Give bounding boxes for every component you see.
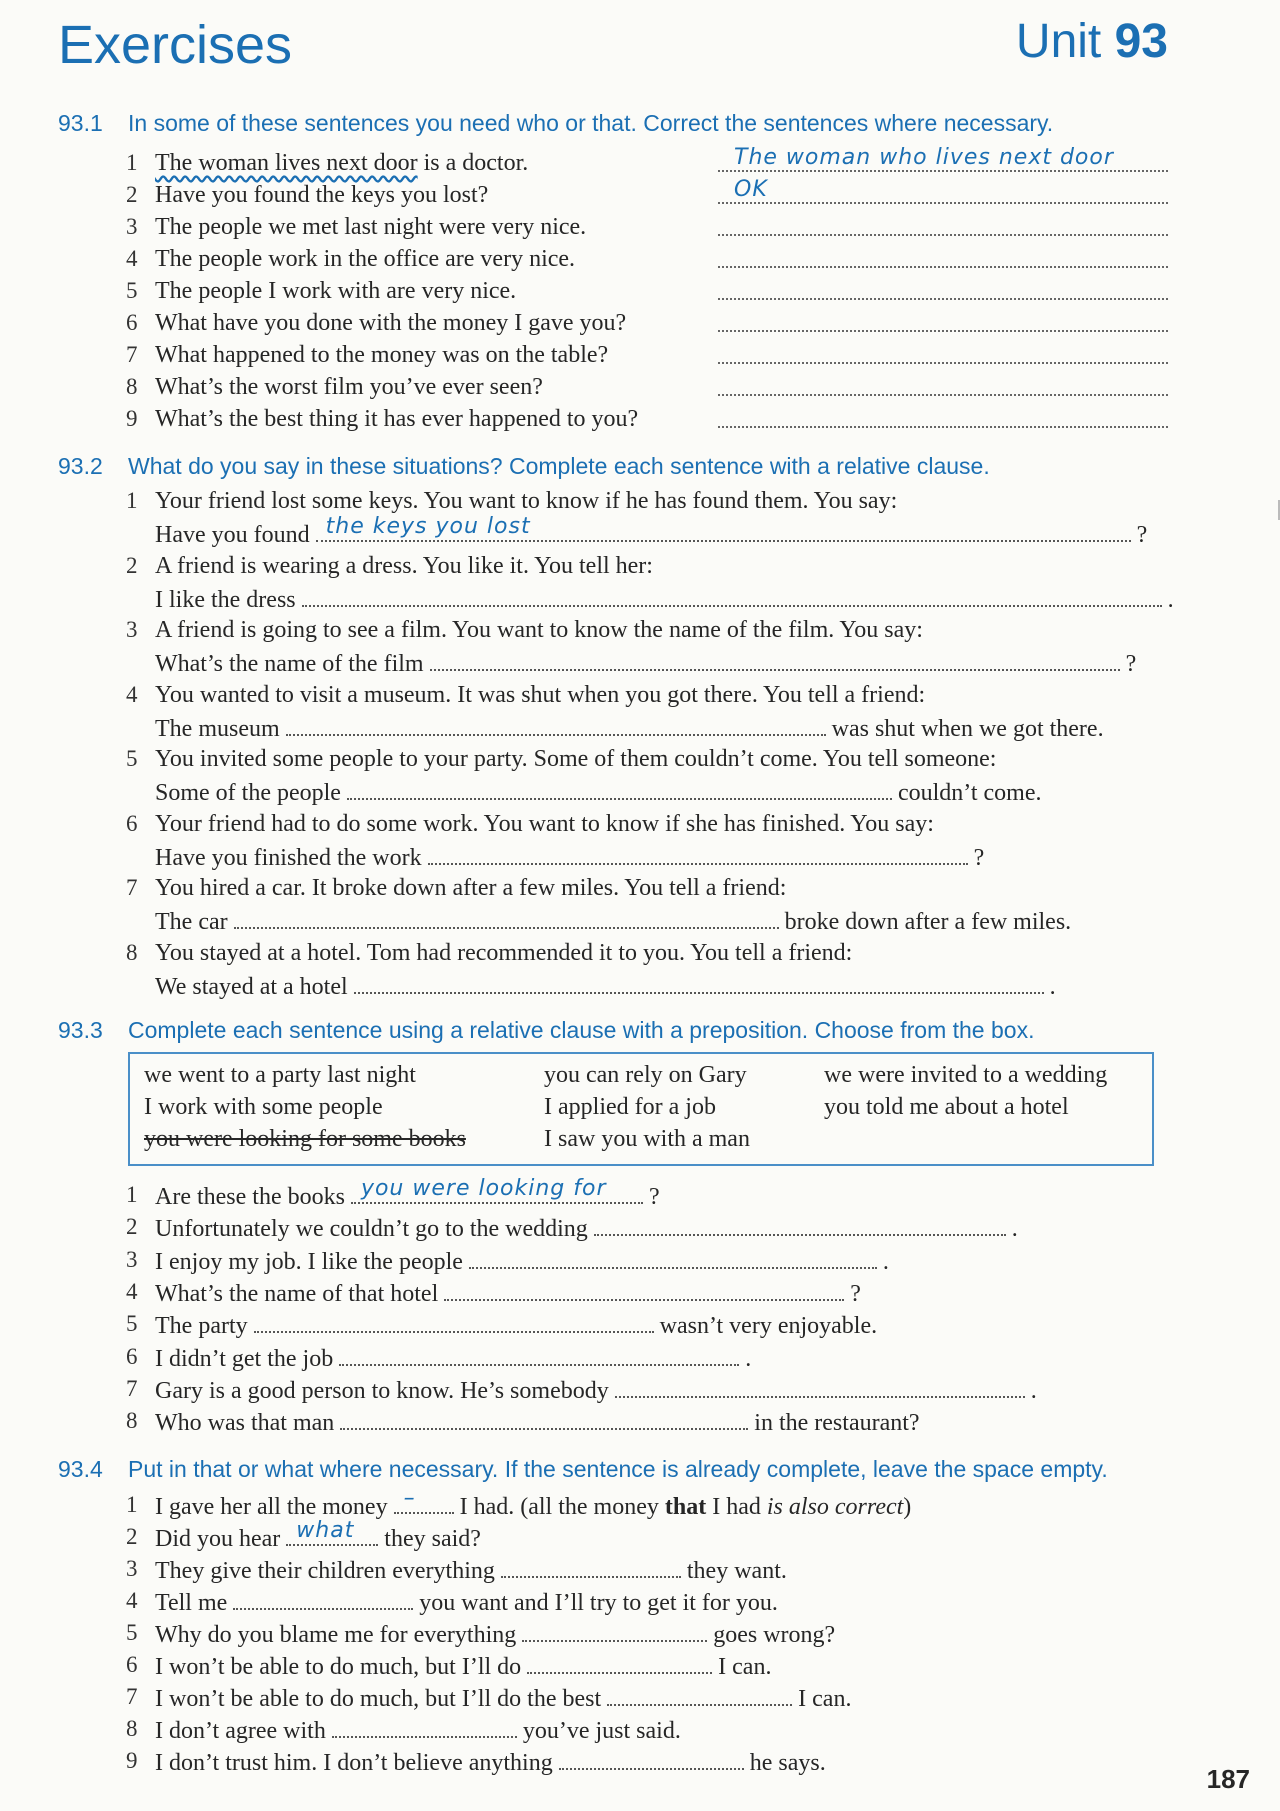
sentence-start: I didn’t get the job xyxy=(155,1346,334,1372)
completion-line xyxy=(155,712,1104,744)
answer-blank[interactable] xyxy=(615,1374,1025,1398)
sentence-start: Why do you blame me for everything xyxy=(155,1622,517,1648)
item-number: 8 xyxy=(126,1408,138,1433)
item-number: 3 xyxy=(126,214,138,239)
answer-blank[interactable] xyxy=(234,905,779,929)
item-number: 4 xyxy=(126,1588,138,1613)
note-text: ) xyxy=(903,1494,912,1520)
item-number: 3 xyxy=(126,1247,138,1272)
box-phrase: I saw you with a man xyxy=(544,1126,750,1152)
sentence: The people I work with are very nice. xyxy=(155,278,517,304)
item-number: 4 xyxy=(126,246,138,271)
item-number: 5 xyxy=(126,1620,138,1645)
item-number: 6 xyxy=(126,811,138,836)
answer-blank[interactable] xyxy=(394,1486,454,1514)
section-instruction: In some of these sentences you need who or that. Correct the sentences where necessary. xyxy=(128,110,1054,136)
sentence: The people we met last night were very nice. xyxy=(155,214,587,240)
answer-line[interactable] xyxy=(718,304,1168,332)
answer-blank[interactable] xyxy=(286,712,826,736)
answer-blank[interactable] xyxy=(351,1176,643,1204)
answer-blank[interactable] xyxy=(347,776,892,800)
sentence-start: I won’t be able to do much, but I’ll do the best xyxy=(155,1686,602,1712)
situation: Your friend lost some keys. You want to know if he has found them. You say: xyxy=(155,488,898,514)
sentence-end: . xyxy=(1167,587,1174,613)
completion-line xyxy=(155,1486,912,1522)
answer-blank[interactable] xyxy=(332,1714,517,1738)
box-phrase: I applied for a job xyxy=(544,1094,716,1120)
answer-line[interactable] xyxy=(718,400,1168,428)
sentence-end: was shut when we got there. xyxy=(831,716,1104,742)
item-number: 9 xyxy=(126,406,138,431)
completion-line xyxy=(155,776,1041,808)
completion-line xyxy=(155,841,984,873)
answer-blank[interactable] xyxy=(428,841,968,865)
answer-line[interactable] xyxy=(718,272,1168,300)
answer-line[interactable] xyxy=(718,176,1168,204)
item-number: 5 xyxy=(126,1311,138,1336)
sentence-end: ? xyxy=(648,1184,660,1210)
sentence-start: I like the dress xyxy=(155,587,296,613)
completion-line xyxy=(155,970,1056,1002)
completion-line xyxy=(155,1374,1037,1406)
item-number: 1 xyxy=(126,1182,138,1207)
item-number: 7 xyxy=(126,1376,138,1401)
page-title: Exercises xyxy=(58,15,293,75)
handwritten-answer: – xyxy=(403,1486,416,1511)
sentence-start: Have you finished the work xyxy=(155,845,422,871)
completion-line xyxy=(155,1176,660,1212)
completion-line xyxy=(155,1245,889,1277)
item-number: 7 xyxy=(126,342,138,367)
sentence-end: you’ve just said. xyxy=(522,1718,681,1744)
sentence-end: wasn’t very enjoyable. xyxy=(659,1313,878,1339)
note-bold: that xyxy=(664,1494,707,1520)
unit-label: Unit xyxy=(1015,15,1102,68)
sentence-start: I don’t agree with xyxy=(155,1718,326,1744)
completion-line xyxy=(155,583,1174,615)
answer-blank[interactable] xyxy=(316,514,1131,542)
sentence-start: The party xyxy=(155,1313,248,1339)
sentence-start: The museum xyxy=(155,716,280,742)
note-text: (all the money xyxy=(520,1494,665,1520)
item-number: 2 xyxy=(126,1524,138,1549)
item-number: 1 xyxy=(126,150,138,175)
box-phrase: I work with some people xyxy=(144,1094,383,1120)
item-number: 5 xyxy=(126,278,138,303)
sentence xyxy=(155,148,528,178)
completion-line xyxy=(155,1746,826,1778)
section-instruction: Complete each sentence using a relative clause with a preposition. Choose from the box. xyxy=(128,1017,1035,1043)
sentence-start: I gave her all the money xyxy=(155,1494,388,1520)
box-phrase: we were invited to a wedding xyxy=(824,1062,1108,1088)
section-93-2-heading xyxy=(58,453,990,480)
section-number: 93.1 xyxy=(58,110,103,136)
section-93-4-heading xyxy=(58,1456,1108,1483)
answer-line[interactable] xyxy=(718,368,1168,396)
completion-line xyxy=(155,1309,877,1341)
answer-blank[interactable] xyxy=(469,1245,877,1269)
completion-line xyxy=(155,1714,681,1746)
situation: Your friend had to do some work. You want to know if she has finished. You say: xyxy=(155,811,934,837)
section-number: 93.3 xyxy=(58,1017,103,1043)
item-number: 1 xyxy=(126,488,138,513)
sentence-start: Tell me xyxy=(155,1590,228,1616)
handwritten-answer: the keys you lost xyxy=(325,514,531,539)
sentence-end: ? xyxy=(850,1281,861,1307)
answer-blank[interactable] xyxy=(233,1586,413,1610)
situation: A friend is going to see a film. You want to know the name of the film. You say: xyxy=(155,617,923,643)
answer-line[interactable] xyxy=(718,208,1168,236)
completion-line xyxy=(155,1682,851,1714)
sentence-start: Have you found xyxy=(155,522,310,548)
answer-line[interactable] xyxy=(718,240,1168,268)
item-number: 5 xyxy=(126,746,138,771)
answer-blank[interactable] xyxy=(607,1682,792,1706)
item-number: 2 xyxy=(126,553,138,578)
sentence-end: I can. xyxy=(718,1654,772,1680)
sentence-end: in the restaurant? xyxy=(754,1410,920,1436)
sentence-end: I can. xyxy=(798,1686,852,1712)
sentence-start: The car xyxy=(155,909,228,935)
completion-line xyxy=(155,1650,771,1682)
sentence-end: ? xyxy=(1136,522,1148,548)
situation: You invited some people to your party. Some of them couldn’t come. You tell someone: xyxy=(155,746,997,772)
situation: You hired a car. It broke down after a few miles. You tell a friend: xyxy=(155,875,787,901)
section-93-3-heading xyxy=(58,1017,1034,1044)
item-number: 9 xyxy=(126,1748,138,1773)
completion-line xyxy=(155,1618,835,1650)
answer-blank[interactable] xyxy=(302,583,1162,607)
note-italic: is also correct xyxy=(766,1494,904,1520)
sentence-end: . xyxy=(1049,974,1056,1000)
box-phrase: you were looking for some books xyxy=(144,1126,466,1152)
sentence-start: Are these the books xyxy=(155,1184,345,1210)
sentence-end: goes wrong? xyxy=(713,1622,836,1648)
answer-blank[interactable] xyxy=(340,1406,748,1430)
sentence-start: I enjoy my job. I like the people xyxy=(155,1249,463,1275)
item-number: 4 xyxy=(126,1279,138,1304)
sentence-start: Who was that man xyxy=(155,1410,335,1436)
sentence-start: They give their children everything xyxy=(155,1558,495,1584)
answer-blank[interactable] xyxy=(286,1518,378,1546)
sentence: Have you found the keys you lost? xyxy=(155,182,489,208)
item-number: 8 xyxy=(126,940,138,965)
completion-line xyxy=(155,1586,778,1618)
completion-line xyxy=(155,647,1136,679)
completion-line xyxy=(155,1212,1018,1244)
sentence-end: . xyxy=(1030,1378,1037,1404)
situation: You stayed at a hotel. Tom had recommended it to you. You tell a friend: xyxy=(155,940,853,966)
item-number: 8 xyxy=(126,374,138,399)
item-number: 6 xyxy=(126,310,138,335)
answer-line[interactable] xyxy=(718,144,1168,172)
unit-title xyxy=(1016,14,1168,69)
page-number: 187 xyxy=(1206,1764,1250,1794)
item-number: 8 xyxy=(126,1716,138,1741)
sentence-end: he says. xyxy=(749,1750,826,1776)
sentence: What happened to the money was on the table? xyxy=(155,342,609,368)
section-instruction: What do you say in these situations? Complete each sentence with a relative clause. xyxy=(128,453,990,479)
sentence-end: they want. xyxy=(686,1558,787,1584)
sentence-end: broke down after a few miles. xyxy=(784,909,1072,935)
sentence-start: We stayed at a hotel xyxy=(155,974,348,1000)
answer-blank[interactable] xyxy=(559,1746,744,1770)
situation: You wanted to visit a museum. It was shut when you got there. You tell a friend: xyxy=(155,682,926,708)
answer-blank[interactable] xyxy=(354,970,1044,994)
item-number: 3 xyxy=(126,1556,138,1581)
completion-line xyxy=(155,905,1071,937)
item-number: 3 xyxy=(126,617,138,642)
sentence-end: . xyxy=(1011,1216,1018,1242)
answer-blank[interactable] xyxy=(254,1309,654,1333)
item-number: 4 xyxy=(126,682,138,707)
item-number: 1 xyxy=(126,1492,138,1517)
item-number: 2 xyxy=(126,1214,138,1239)
answer-blank[interactable] xyxy=(522,1618,707,1642)
underlined-error: The woman lives next door xyxy=(155,150,418,176)
sentence-end: couldn’t come. xyxy=(897,780,1042,806)
answer-blank[interactable] xyxy=(430,647,1120,671)
item-number: 7 xyxy=(126,875,138,900)
item-number: 2 xyxy=(126,182,138,207)
sentence-end: ? xyxy=(973,845,985,871)
sentence: What have you done with the money I gave you? xyxy=(155,310,627,336)
handwritten-answer: you were looking for xyxy=(360,1176,607,1201)
sentence-end: I had. xyxy=(459,1494,515,1520)
situation: A friend is wearing a dress. You like it. You tell her: xyxy=(155,553,653,579)
phrase-box xyxy=(128,1052,1154,1166)
sentence: What’s the best thing it has ever happened to you? xyxy=(155,406,639,432)
sentence: The people work in the office are very nice. xyxy=(155,246,576,272)
sentence-end: . xyxy=(745,1346,752,1372)
sentence-start: What’s the name of that hotel xyxy=(155,1281,439,1307)
sentence-start: I don’t trust him. I don’t believe anything xyxy=(155,1750,553,1776)
section-number: 93.2 xyxy=(58,453,103,479)
sentence-start: Gary is a good person to know. He’s somebody xyxy=(155,1378,609,1404)
completion-line xyxy=(155,1342,751,1374)
answer-blank[interactable] xyxy=(444,1277,844,1301)
section-93-1-heading xyxy=(58,110,1053,137)
handwritten-answer: The woman who lives next door xyxy=(734,145,1114,170)
sentence-end: . xyxy=(882,1249,889,1275)
section-number: 93.4 xyxy=(58,1456,103,1482)
item-number: 6 xyxy=(126,1344,138,1369)
box-phrase: you can rely on Gary xyxy=(544,1062,747,1088)
completion-line xyxy=(155,514,1148,550)
sentence-end: ? xyxy=(1125,651,1137,677)
section-instruction: Put in that or what where necessary. If the sentence is already complete, leave the space empty. xyxy=(128,1456,1108,1482)
completion-line xyxy=(155,1277,861,1309)
answer-blank[interactable] xyxy=(501,1554,681,1578)
note-text: I had xyxy=(706,1494,767,1520)
sentence-start: Did you hear xyxy=(155,1526,281,1552)
box-phrase: you told me about a hotel xyxy=(824,1094,1069,1120)
box-phrase: we went to a party last night xyxy=(144,1062,416,1088)
sentence-start: What’s the name of the film xyxy=(155,651,424,677)
sentence: What’s the worst film you’ve ever seen? xyxy=(155,374,543,400)
sentence-start: I won’t be able to do much, but I’ll do xyxy=(155,1654,522,1680)
sentence-end: you want and I’ll try to get it for you. xyxy=(419,1590,778,1616)
completion-line xyxy=(155,1406,920,1438)
sentence-end: they said? xyxy=(384,1526,481,1552)
sentence-start: Some of the people xyxy=(155,780,341,806)
handwritten-answer: what xyxy=(296,1518,355,1543)
handwritten-answer: OK xyxy=(734,177,768,202)
answer-blank[interactable] xyxy=(339,1342,739,1366)
item-number: 7 xyxy=(126,1684,138,1709)
item-number: 6 xyxy=(126,1652,138,1677)
unit-number: 93 xyxy=(1114,15,1168,68)
answer-blank[interactable] xyxy=(527,1650,712,1674)
answer-blank[interactable] xyxy=(594,1212,1006,1236)
answer-line[interactable] xyxy=(718,336,1168,364)
completion-line xyxy=(155,1518,481,1554)
sentence-rest: is a doctor. xyxy=(417,150,529,176)
completion-line xyxy=(155,1554,787,1586)
sentence-start: Unfortunately we couldn’t go to the wedding xyxy=(155,1216,588,1242)
